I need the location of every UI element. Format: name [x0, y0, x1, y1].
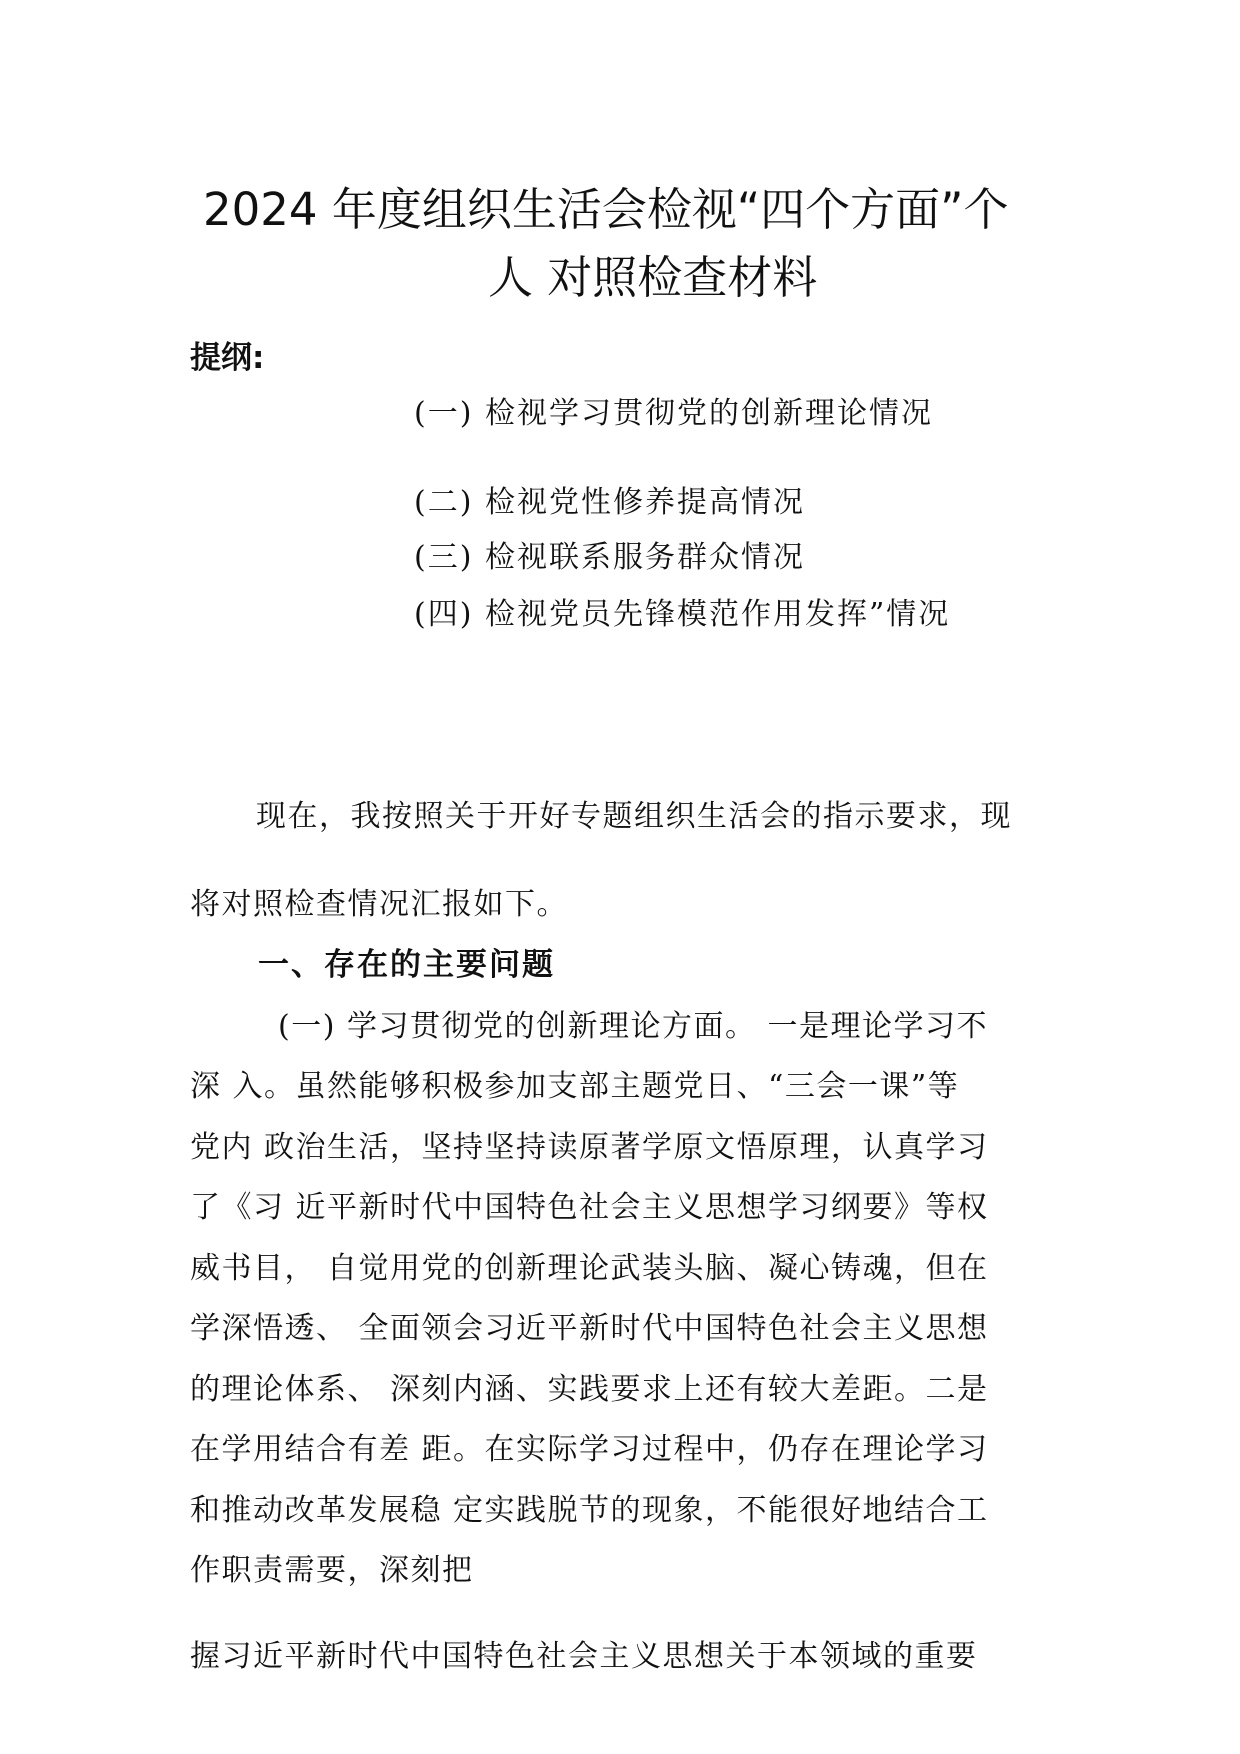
paragraph-line: 深 入。虽然能够积极参加支部主题党日、“三会一课”等: [190, 1069, 960, 1104]
paragraph-line: 握习近平新时代中国特色社会主义思想关于本领域的重要: [190, 1639, 978, 1674]
paragraph-line: 了《习 近平新时代中国特色社会主义思想学习纲要》等权: [190, 1190, 989, 1225]
paragraph-line: 党内 政治生活，坚持坚持读原著学原文悟原理，认真学习: [190, 1130, 989, 1165]
section-heading-problems: 一、存在的主要问题: [258, 947, 555, 983]
outline-item-4: (四) 检视党员先锋模范作用发挥”情况: [414, 597, 951, 632]
paragraph-line: (一) 学习贯彻党的创新理论方面。 一是理论学习不: [278, 1009, 988, 1044]
outline-item-3: (三) 检视联系服务群众情况: [414, 540, 805, 575]
document-title-line-1: 2024 年度组织生活会检视“四个方面”个: [203, 183, 1009, 236]
outline-item-1: (一) 检视学习贯彻党的创新理论情况: [414, 396, 933, 431]
paragraph-line: 的理论体系、 深刻内涵、实践要求上还有较大差距。二是: [190, 1372, 989, 1407]
paragraph-line: 作职责需要，深刻把: [190, 1553, 474, 1588]
paragraph-line: 和推动改革发展稳 定实践脱节的现象，不能很好地结合工: [190, 1493, 989, 1528]
intro-line-1: 现在，我按照关于开好专题组织生活会的指示要求，现: [256, 799, 1012, 834]
paragraph-line: 威书目， 自觉用党的创新理论武装头脑、凝心铸魂，但在: [190, 1251, 989, 1286]
intro-line-2: 将对照检查情况汇报如下。: [190, 887, 568, 922]
paragraph-line: 在学用结合有差 距。在实际学习过程中，仍存在理论学习: [190, 1432, 989, 1467]
outline-label: 提纲:: [190, 340, 265, 376]
paragraph-line: 学深悟透、 全面领会习近平新时代中国特色社会主义思想: [190, 1311, 989, 1346]
document-title-line-2: 人 对照检查材料: [488, 251, 818, 304]
outline-item-2: (二) 检视党性修养提高情况: [414, 485, 805, 520]
